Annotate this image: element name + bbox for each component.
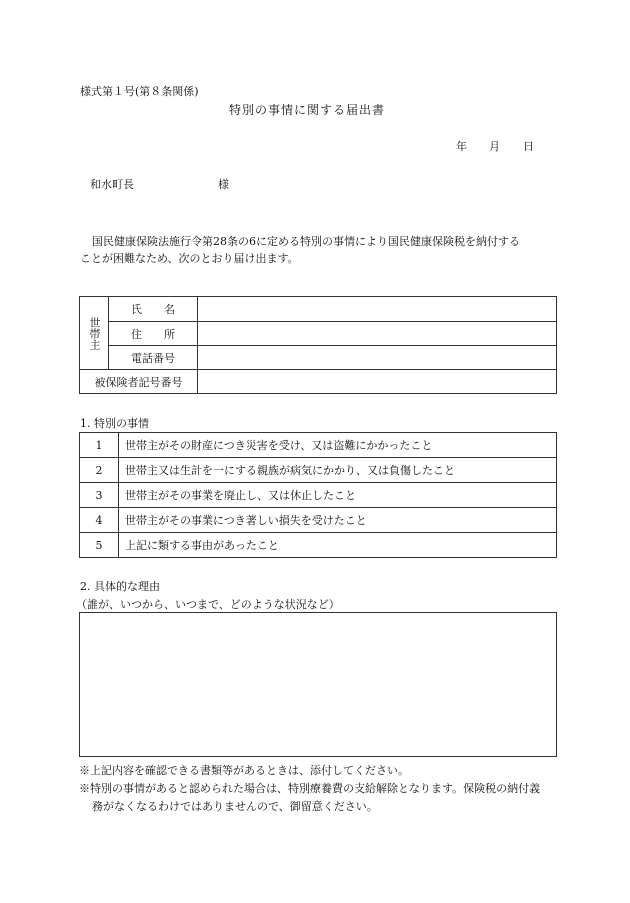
circumstance-text: 世帯主がその財産につき災害を受け、又は盗難にかかったこと (119, 433, 557, 458)
circumstance-text: 世帯主がその事業につき著しい損失を受けたこと (119, 508, 557, 533)
intro-line-2: ことが困難なため、次のとおり届け出ます。 (80, 252, 299, 265)
note-special-circumstance-line1: ※特別の事情があると認められた場合は、特別療養費の支給解除となります。保険税の納付義 (79, 782, 541, 795)
section2-subheading: （誰が、いつから、いつまで、どのような状況など） (76, 598, 340, 611)
circumstance-text: 世帯主がその事業を廃止し、又は休止したこと (119, 483, 557, 508)
circumstance-number: 5 (80, 533, 119, 558)
circumstance-number: 1 (80, 433, 119, 458)
note-attachments: ※上記内容を確認できる書類等があるときは、添付してください。 (79, 764, 409, 777)
circumstance-number: 3 (80, 483, 119, 508)
form-number: 様式第１号(第８条関係) (80, 85, 199, 98)
circumstance-text: 上記に類する事由があったこと (119, 533, 557, 558)
phone-label: 電話番号 (131, 351, 175, 365)
page-title: 特別の事情に関する届出書 (229, 103, 386, 117)
section1-heading: 1. 特別の事情 (80, 417, 149, 430)
householder-group-label: 世帯主 (88, 316, 101, 350)
addressee-honorific: 様 (218, 178, 229, 191)
circumstance-row[interactable] (80, 433, 557, 458)
reason-textarea[interactable] (79, 612, 557, 757)
householder-group-cell (80, 297, 109, 370)
applicant-table (79, 296, 557, 394)
insurance-number-label: 被保険者記号番号 (94, 375, 183, 389)
circumstance-row[interactable] (80, 508, 557, 533)
name-label-cell (109, 297, 198, 322)
name-value-cell[interactable] (198, 297, 557, 322)
circumstance-text: 世帯主又は生計を一にする親族が病気にかかり、又は負傷したこと (119, 458, 557, 483)
address-value-cell[interactable] (198, 322, 557, 346)
intro-line-1: 国民健康保険法施行令第28条の6に定める特別の事情により国民健康保険税を納付する (92, 235, 520, 248)
date-year-label: 年 (456, 140, 467, 153)
name-label: 氏 名 (131, 303, 175, 316)
section2-heading: 2. 具体的な理由 (80, 580, 160, 593)
address-label: 住 所 (131, 327, 175, 341)
insurance-number-label-cell (80, 370, 198, 394)
date-month-label: 月 (489, 140, 500, 153)
phone-label-cell (109, 346, 198, 370)
circumstance-number: 4 (80, 508, 119, 533)
circumstance-row[interactable] (80, 483, 557, 508)
special-circumstances-table (79, 432, 557, 558)
insurance-number-value-cell[interactable] (198, 370, 557, 394)
address-label-cell (109, 322, 198, 346)
date-day-label: 日 (523, 140, 534, 153)
phone-value-cell[interactable] (198, 346, 557, 370)
circumstance-number: 2 (80, 458, 119, 483)
circumstance-row[interactable] (80, 458, 557, 483)
addressee-name: 和水町長 (90, 178, 134, 191)
circumstance-row[interactable] (80, 533, 557, 558)
note-special-circumstance-line2: 務がなくなるわけではありませんので、御留意ください。 (92, 800, 378, 813)
